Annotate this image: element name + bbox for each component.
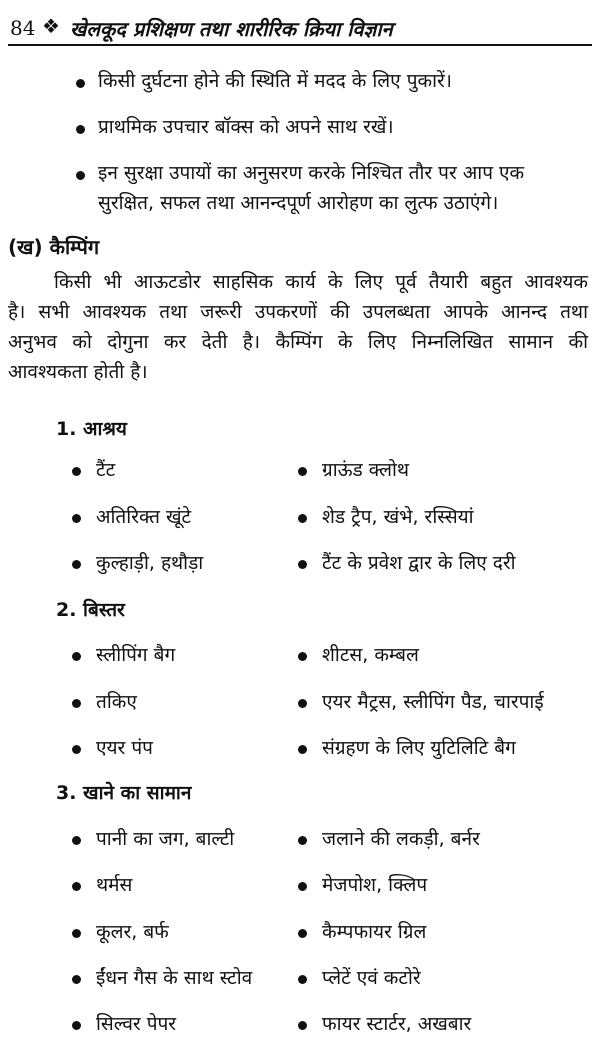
list-item: प्लेटें एवं कटोरे	[322, 967, 421, 989]
list-item: एयर मैट्रस, स्लीपिंग पैड, चारपाई	[322, 691, 544, 713]
list-item: स्लीपिंग बैग	[96, 644, 176, 666]
list-item: कूलर, बर्फ	[96, 921, 169, 943]
list-item: ग्राऊंड क्लोथ	[322, 459, 410, 481]
bullet-dot-icon	[76, 171, 85, 180]
bullet-dot-icon	[72, 1021, 81, 1030]
section-paragraph	[8, 267, 588, 387]
group-heading: 3. खाने का सामान	[56, 782, 192, 804]
list-item: संग्रहण के लिए युटिलिटि बैग	[322, 737, 516, 759]
bullet-dot-icon	[72, 699, 81, 708]
bullet-dot-icon	[298, 745, 307, 754]
list-item: पानी का जग, बाल्टी	[96, 828, 235, 850]
bullet-dot-icon	[76, 79, 85, 88]
group-heading: 1. आश्रय	[56, 418, 127, 440]
bullet-dot-icon	[298, 1021, 307, 1030]
bullet-dot-icon	[298, 882, 307, 891]
running-header	[8, 10, 592, 46]
bullet-dot-icon	[72, 975, 81, 984]
list-item: टैंट	[96, 459, 116, 481]
book-title: खेलकूद प्रशिक्षण तथा शारीरिक क्रिया विज्ञान	[70, 17, 393, 41]
list-item: तकिए	[96, 691, 137, 713]
bullet-dot-icon	[72, 652, 81, 661]
list-item: इन सुरक्षा उपायों का अनुसरण करके निश्चित तौर पर आप एक	[98, 162, 525, 184]
paragraph-line: है। सभी आवश्यक तथा जरूरी उपकरणों की उपलब्धता आपके आनन्द तथा	[8, 301, 588, 323]
list-item: किसी दुर्घटना होने की स्थिति में मदद के लिए पुकारें।	[98, 70, 452, 92]
bullet-dot-icon	[72, 836, 81, 845]
separator-ornament: ❖	[42, 14, 60, 38]
bullet-dot-icon	[298, 514, 307, 523]
list-item: सिल्वर पेपर	[96, 1013, 177, 1035]
bullet-dot-icon	[298, 467, 307, 476]
bullet-dot-icon	[298, 699, 307, 708]
list-item: टैंट के प्रवेश द्वार के लिए दरी	[322, 552, 516, 574]
bullet-dot-icon	[298, 929, 307, 938]
bullet-dot-icon	[298, 975, 307, 984]
paragraph-line: किसी भी आऊटडोर साहसिक कार्य के लिए पूर्व तैयारी बहुत आवश्यक	[54, 271, 588, 293]
list-item: मेजपोश, क्लिप	[322, 874, 428, 896]
bullet-dot-icon	[72, 514, 81, 523]
list-item: प्राथमिक उपचार बॉक्स को अपने साथ रखें।	[98, 116, 394, 138]
list-item: कुल्हाड़ी, हथौड़ा	[96, 552, 204, 574]
list-item: शीटस, कम्बल	[322, 644, 419, 666]
list-item: शेड ट्रैप, खंभे, रस्सियां	[322, 506, 474, 528]
bullet-dot-icon	[72, 560, 81, 569]
bullet-dot-icon	[298, 836, 307, 845]
group-heading: 2. बिस्तर	[56, 599, 125, 621]
paragraph-line: अनुभव को दोगुना कर देती है। कैम्पिंग के लिए निम्नलिखित सामान की	[8, 331, 588, 353]
list-item-continuation: सुरक्षित, सफल तथा आनन्दपूर्ण आरोहण का लुत्फ उठाएंगे।	[98, 192, 499, 214]
bullet-dot-icon	[72, 467, 81, 476]
list-item: एयर पंप	[96, 737, 153, 759]
list-item: फायर स्टार्टर, अखबार	[322, 1013, 472, 1035]
list-item: अतिरिक्त खूंटे	[96, 506, 192, 528]
bullet-dot-icon	[72, 882, 81, 891]
paragraph-line: आवश्यकता होती है।	[8, 361, 148, 383]
bullet-dot-icon	[298, 652, 307, 661]
list-item: ईंधन गैस के साथ स्टोव	[96, 967, 253, 989]
page-number: 84	[10, 16, 36, 40]
bullet-dot-icon	[72, 929, 81, 938]
bullet-dot-icon	[298, 560, 307, 569]
list-item: कैम्पफायर ग्रिल	[322, 921, 427, 943]
bullet-dot-icon	[72, 745, 81, 754]
list-item: थर्मस	[96, 874, 133, 896]
section-heading: (ख) कैम्पिंग	[8, 235, 100, 259]
bullet-dot-icon	[76, 125, 85, 134]
list-item: जलाने की लकड़ी, बर्नर	[322, 828, 480, 850]
